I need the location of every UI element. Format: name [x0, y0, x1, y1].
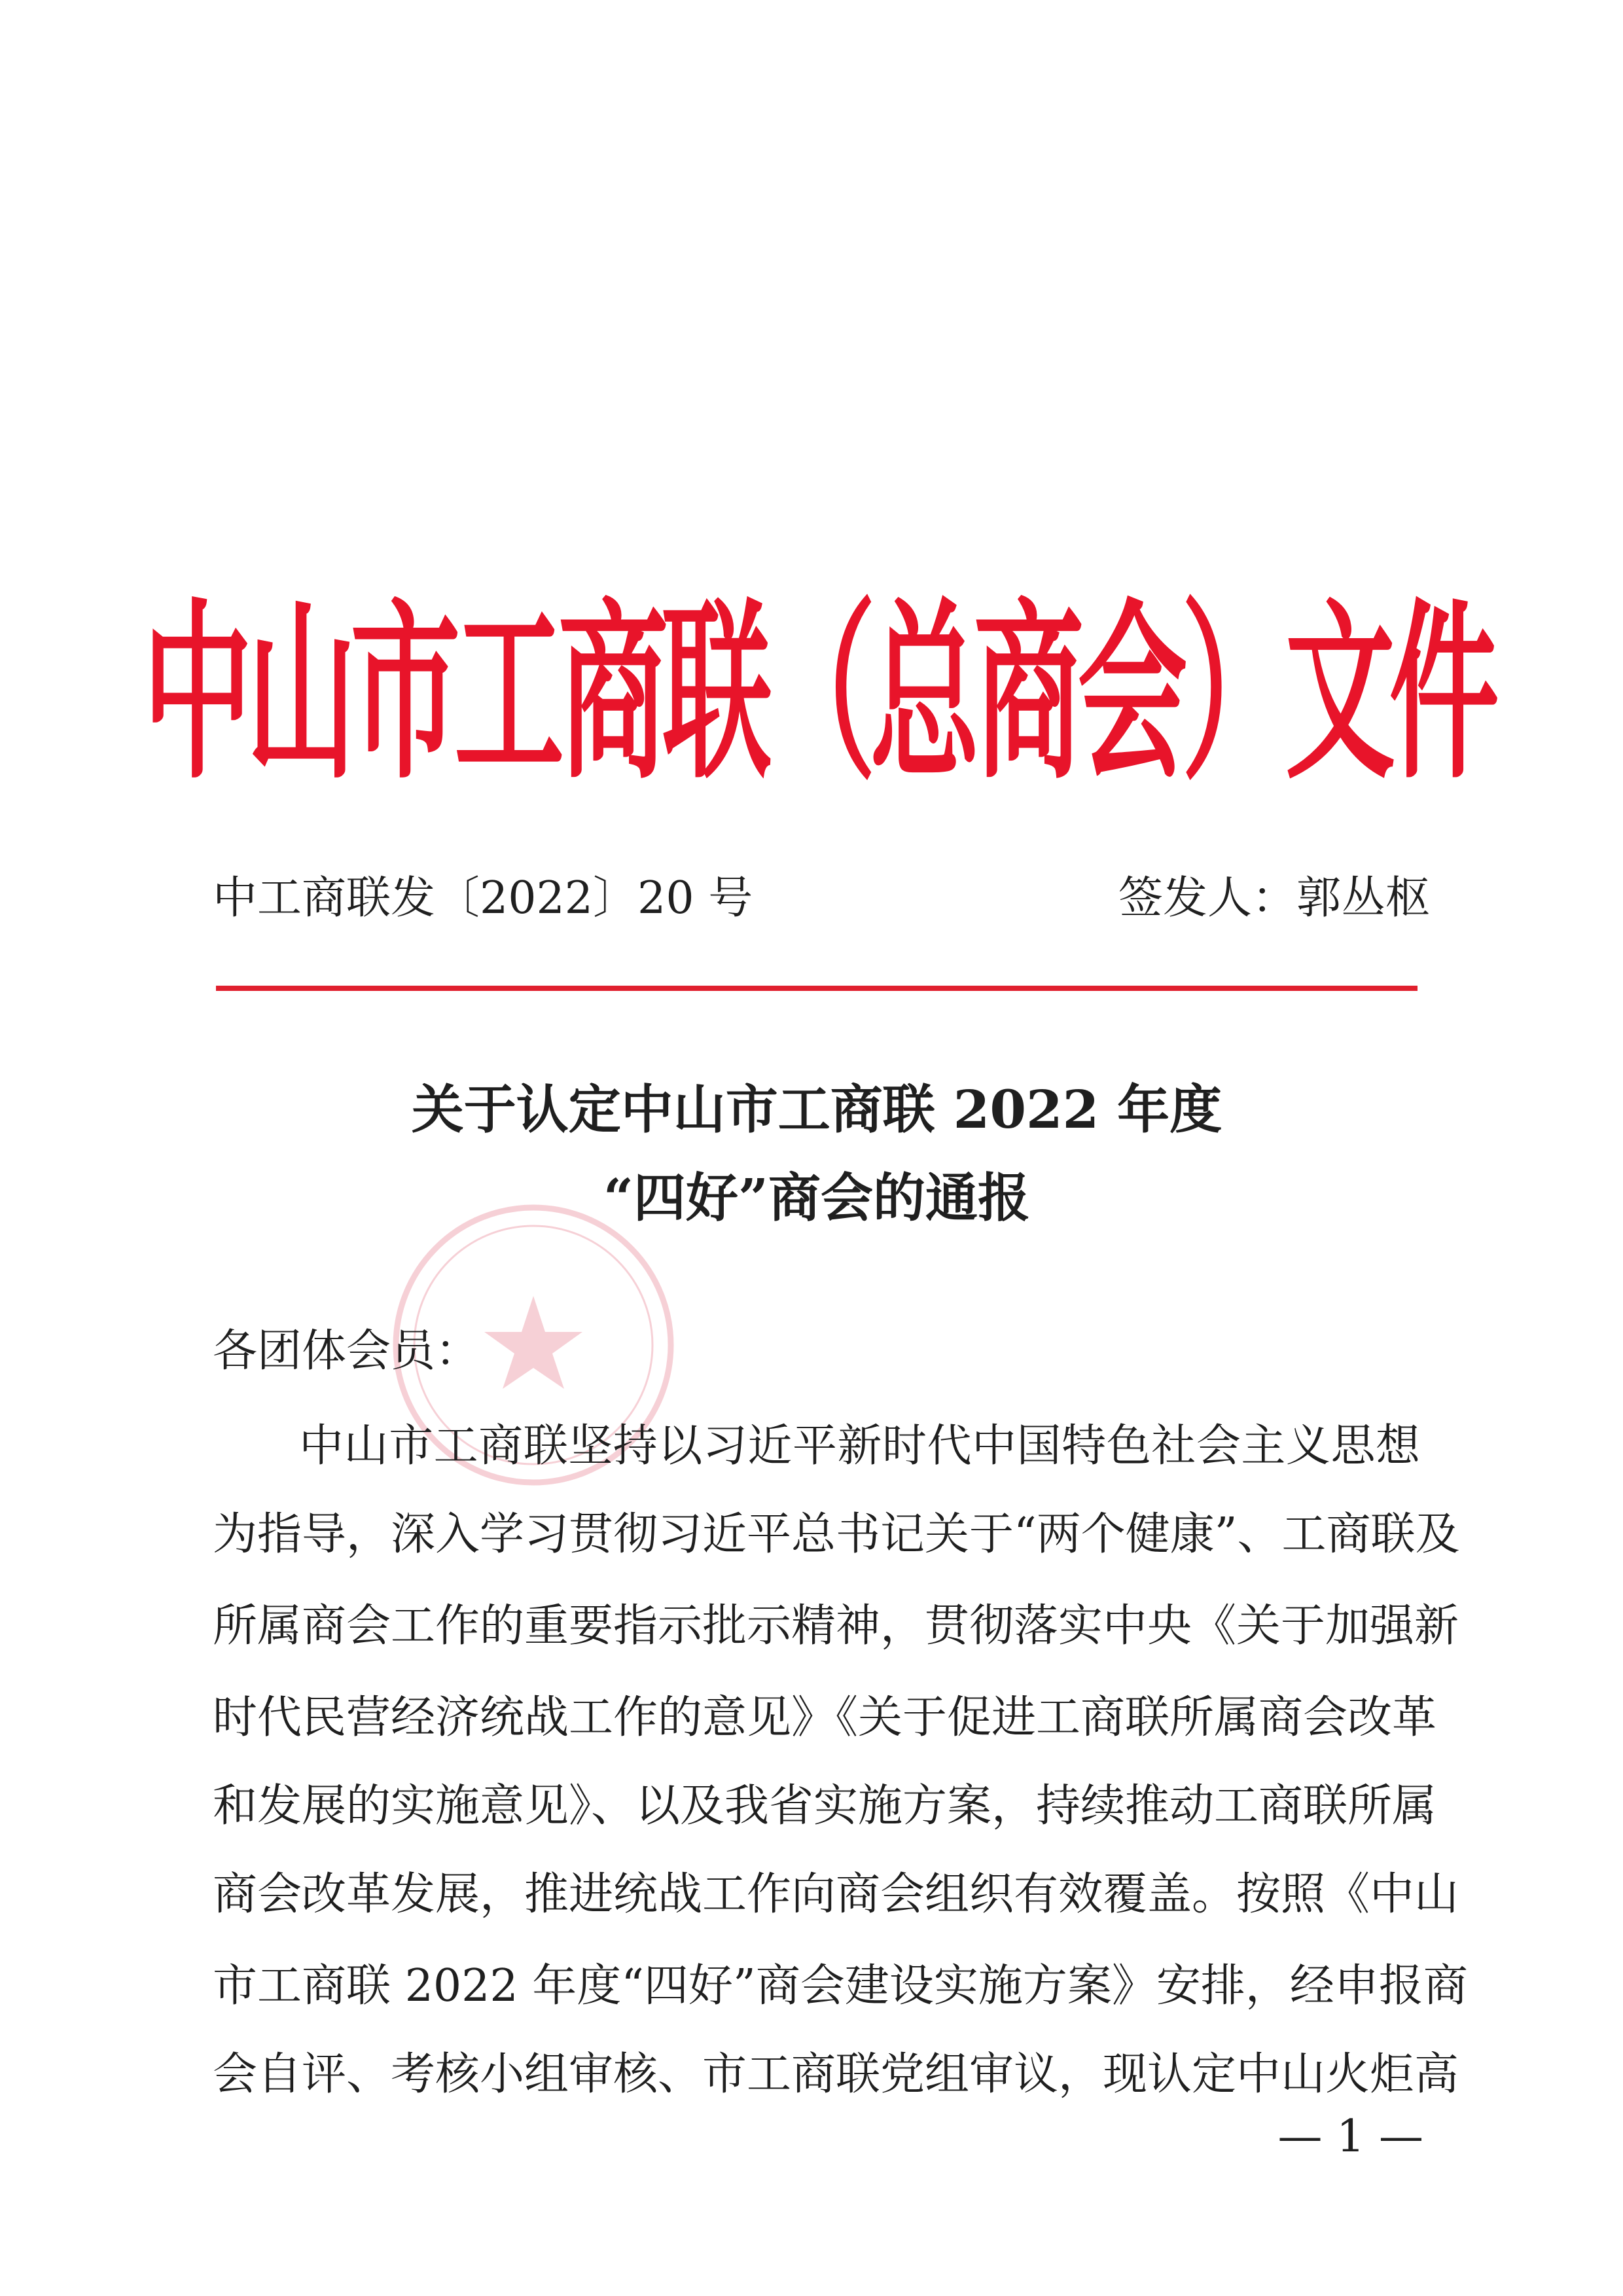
- body-line: 中山市工商联坚持以习近平新时代中国特色社会主义思想: [299, 1420, 1420, 1472]
- salutation: 各团体会员：: [213, 1325, 480, 1377]
- body-line: 和发展的实施意见》、以及我省实施方案，持续推动工商联所属: [213, 1780, 1437, 1832]
- meta-row: [213, 869, 1430, 928]
- body-line: 市工商联 2022 年度“四好”商会建设实施方案》安排，经申报商: [213, 1960, 1468, 2012]
- body-line: 时代民营经济统战工作的意见》《关于促进工商联所属商会改革: [213, 1692, 1437, 1744]
- page-number: — 1 —: [1277, 2111, 1423, 2162]
- issuer: 签发人：郭丛枢: [1118, 872, 1430, 924]
- body-line: 商会改革发展，推进统战工作向商会组织有效覆盖。按照《中山: [213, 1869, 1459, 1920]
- body-line: 为指导，深入学习贯彻习近平总书记关于“两个健康”、工商联及: [213, 1509, 1460, 1560]
- red-divider: [216, 986, 1418, 991]
- masthead-title: 中山市工商联（总商会）文件: [143, 582, 1493, 805]
- body-line: 所属商会工作的重要指示批示精神，贯彻落实中央《关于加强新: [213, 1600, 1459, 1652]
- notice-title-line-2: “四好”商会的通报: [603, 1167, 1031, 1229]
- notice-title-line-1: 关于认定中山市工商联 2022 年度: [411, 1079, 1222, 1140]
- document-number: 中工商联发〔2022〕20 号: [213, 872, 753, 924]
- body-line: 会自评、考核小组审核、市工商联党组审议，现认定中山火炬高: [213, 2049, 1459, 2100]
